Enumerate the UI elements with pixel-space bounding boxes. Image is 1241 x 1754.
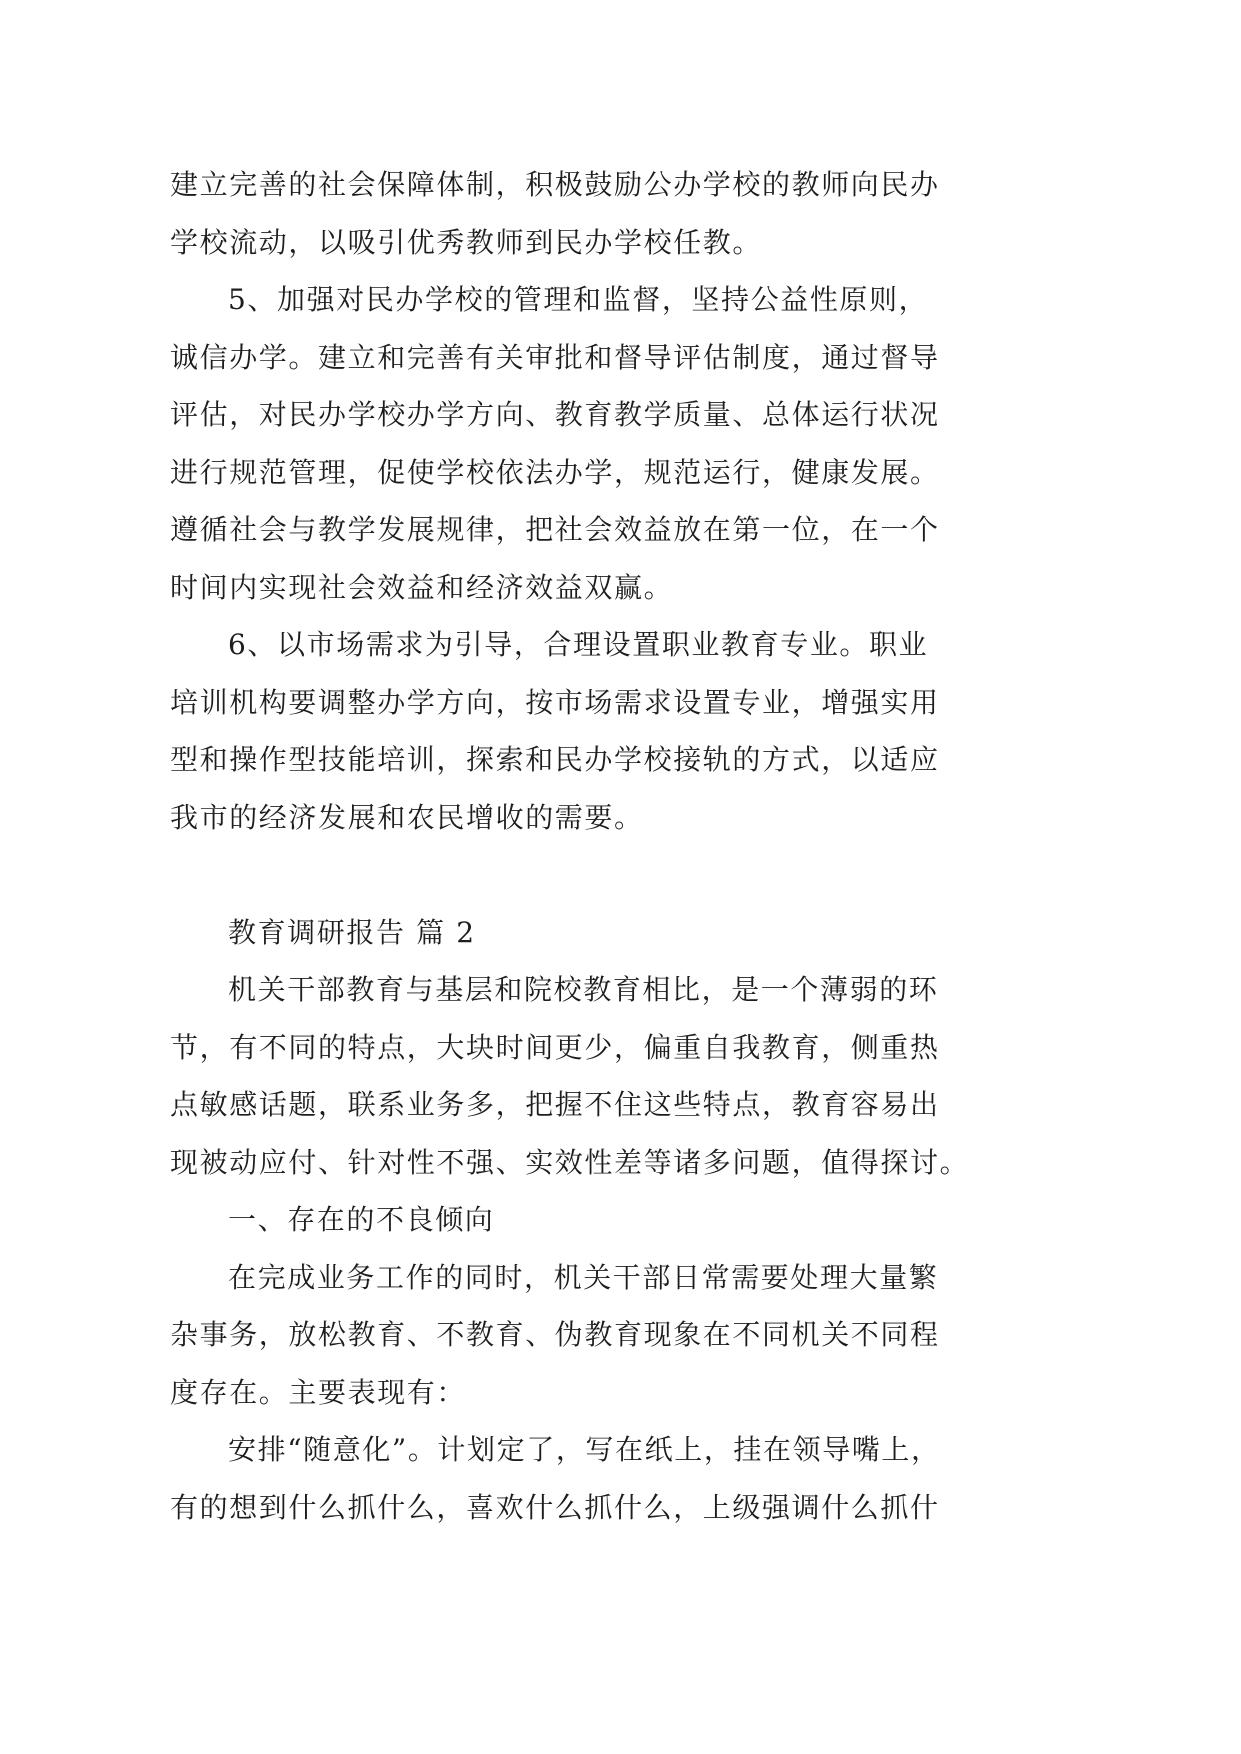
paragraph [170, 1249, 1000, 1422]
text-line: 节，有不同的特点，大块时间更少，偏重自我教育，侧重热 [170, 1030, 940, 1064]
text-line: 遵循社会与教学发展规律，把社会效益放在第一位，在一个 [170, 513, 940, 546]
document-body [170, 156, 1000, 1536]
list-item-6 [170, 616, 1000, 846]
subheading-block [170, 1191, 1000, 1249]
text-line: 学校流动，以吸引优秀教师到民办学校任教。 [170, 225, 763, 259]
paragraph [170, 1421, 1000, 1536]
continued-paragraph [170, 156, 1000, 271]
text-line: 时间内实现社会效益和经济效益双赢。 [170, 570, 674, 604]
text-line: 点敏感话题，联系业务多，把握不住这些特点，教育容易出 [170, 1088, 940, 1121]
text-line: 进行规范管理，促使学校依法办学，规范运行，健康发展。 [170, 455, 940, 489]
section-heading: 教育调研报告 篇 2 [228, 915, 476, 949]
text-line: 度存在。主要表现有： [170, 1375, 467, 1409]
section-heading-block [170, 904, 1000, 962]
list-item-5 [170, 271, 1000, 616]
text-line: 诚信办学。建立和完善有关审批和督导评估制度，通过督导 [170, 340, 940, 374]
text-line: 评估，对民办学校办学方向、教育教学质量、总体运行状况 [170, 398, 940, 431]
blank-line [170, 846, 1000, 904]
intro-paragraph [170, 961, 1000, 1191]
text-line: 我市的经济发展和农民增收的需要。 [170, 800, 644, 834]
text-line: 型和操作型技能培训，探索和民办学校接轨的方式，以适应 [170, 743, 940, 776]
text-line: 机关干部教育与基层和院校教育相比，是一个薄弱的环 [228, 973, 939, 1006]
text-line: 有的想到什么抓什么，喜欢什么抓什么，上级强调什么抓什 [170, 1490, 940, 1524]
text-line: 6、以市场需求为引导，合理设置职业教育专业。职业 [228, 628, 929, 661]
text-line: 现被动应付、针对性不强、实效性差等诸多问题，值得探讨。 [170, 1145, 970, 1179]
text-line: 安排“随意化”。计划定了，写在纸上，挂在领导嘴上， [228, 1433, 941, 1466]
text-line: 5、加强对民办学校的管理和监督，坚持公益性原则， [228, 283, 929, 316]
text-line: 建立完善的社会保障体制，积极鼓励公办学校的教师向民办 [170, 168, 940, 201]
subheading: 一、存在的不良倾向 [228, 1203, 495, 1236]
text-line: 培训机构要调整办学方向，按市场需求设置专业，增强实用 [170, 685, 940, 719]
text-line: 在完成业务工作的同时，机关干部日常需要处理大量繁 [228, 1260, 939, 1294]
text-line: 杂事务，放松教育、不教育、伪教育现象在不同机关不同程 [170, 1318, 940, 1351]
